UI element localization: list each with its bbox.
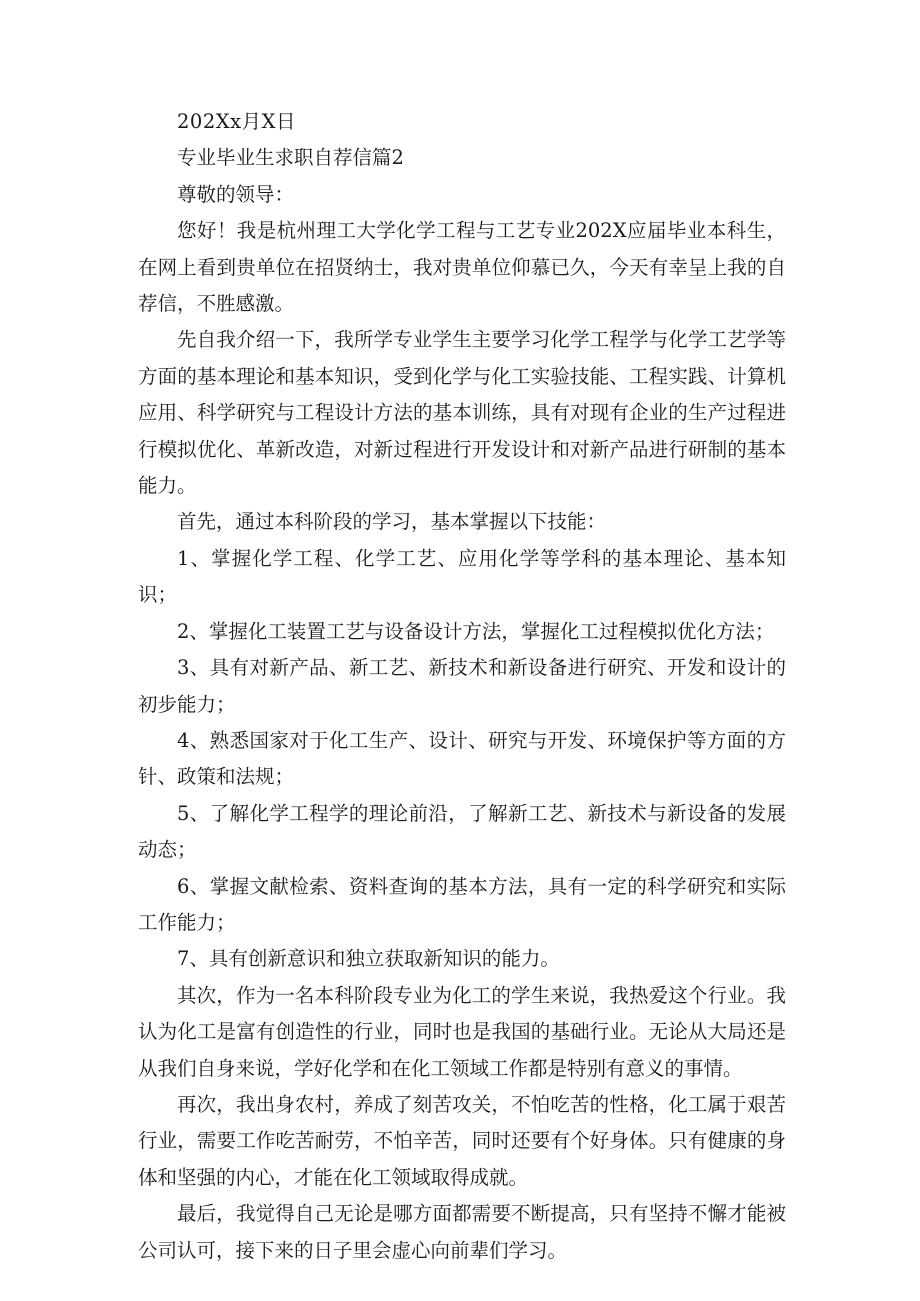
paragraph-third: 再次，我出身农村，养成了刻苦攻关，不怕吃苦的性格，化工属于艰苦行业，需要工作吃苦耐劳，不怕辛苦，同时还要有个好身体。只有健康的身体和坚强的内心，才能在化工领域取得成就。: [138, 1092, 786, 1189]
skill-item-2: 2、掌握化工装置工艺与设备设计方法，掌握化工过程模拟优化方法；: [177, 619, 775, 643]
paragraph-last: 最后，我觉得自己无论是哪方面都需要不断提高，只有坚持不懈才能被公司认可，接下来的日子里会虚心向前辈们学习。: [138, 1202, 786, 1262]
paragraph-second: 其次，作为一名本科阶段专业为化工的学生来说，我热爱这个行业。我认为化工是富有创造性的行业，同时也是我国的基础行业。无论从大局还是从我们自身来说，学好化学和在化工领域工作都是特别有意义的事情。: [138, 983, 786, 1080]
letter-title: 专业毕业生求职自荐信篇2: [177, 146, 404, 170]
letter-date: 202Xx月X日: [177, 110, 296, 133]
paragraph-introduction: 先自我介绍一下，我所学专业学生主要学习化学工程学与化学工艺学等方面的基本理论和基本知识，受到化学与化工实验技能、工程实践、计算机应用、科学研究与工程设计方法的基本训练，具有对现有企业的生产过程进行模拟优化、革新改造，对新过程进行开发设计和对新产品进行研制的基本能力。: [138, 328, 786, 498]
skill-item-3: 3、具有对新产品、新工艺、新技术和新设备进行研究、开发和设计的初步能力；: [138, 656, 786, 716]
skill-item-6: 6、掌握文献检索、资料查询的基本方法，具有一定的科学研究和实际工作能力；: [138, 874, 786, 934]
skill-item-4: 4、熟悉国家对于化工生产、设计、研究与开发、环境保护等方面的方针、政策和法规；: [138, 728, 786, 789]
skill-item-5: 5、了解化学工程学的理论前沿，了解新工艺、新技术与新设备的发展动态；: [138, 801, 786, 862]
paragraph-greeting: 您好！我是杭州理工大学化学工程与工艺专业202X应届毕业本科生，在网上看到贵单位在招贤纳士，我对贵单位仰慕已久，今天有幸呈上我的自荐信，不胜感激。: [138, 219, 786, 316]
paragraph-skills-intro: 首先，通过本科阶段的学习，基本掌握以下技能：: [177, 510, 607, 534]
letter-body: [138, 104, 786, 1269]
skill-item-1: 1、掌握化学工程、化学工艺、应用化学等学科的基本理论、基本知识；: [138, 546, 786, 607]
skill-item-7: 7、具有创新意识和独立获取新知识的能力。: [177, 947, 560, 971]
letter-salutation: 尊敬的领导：: [177, 182, 295, 206]
